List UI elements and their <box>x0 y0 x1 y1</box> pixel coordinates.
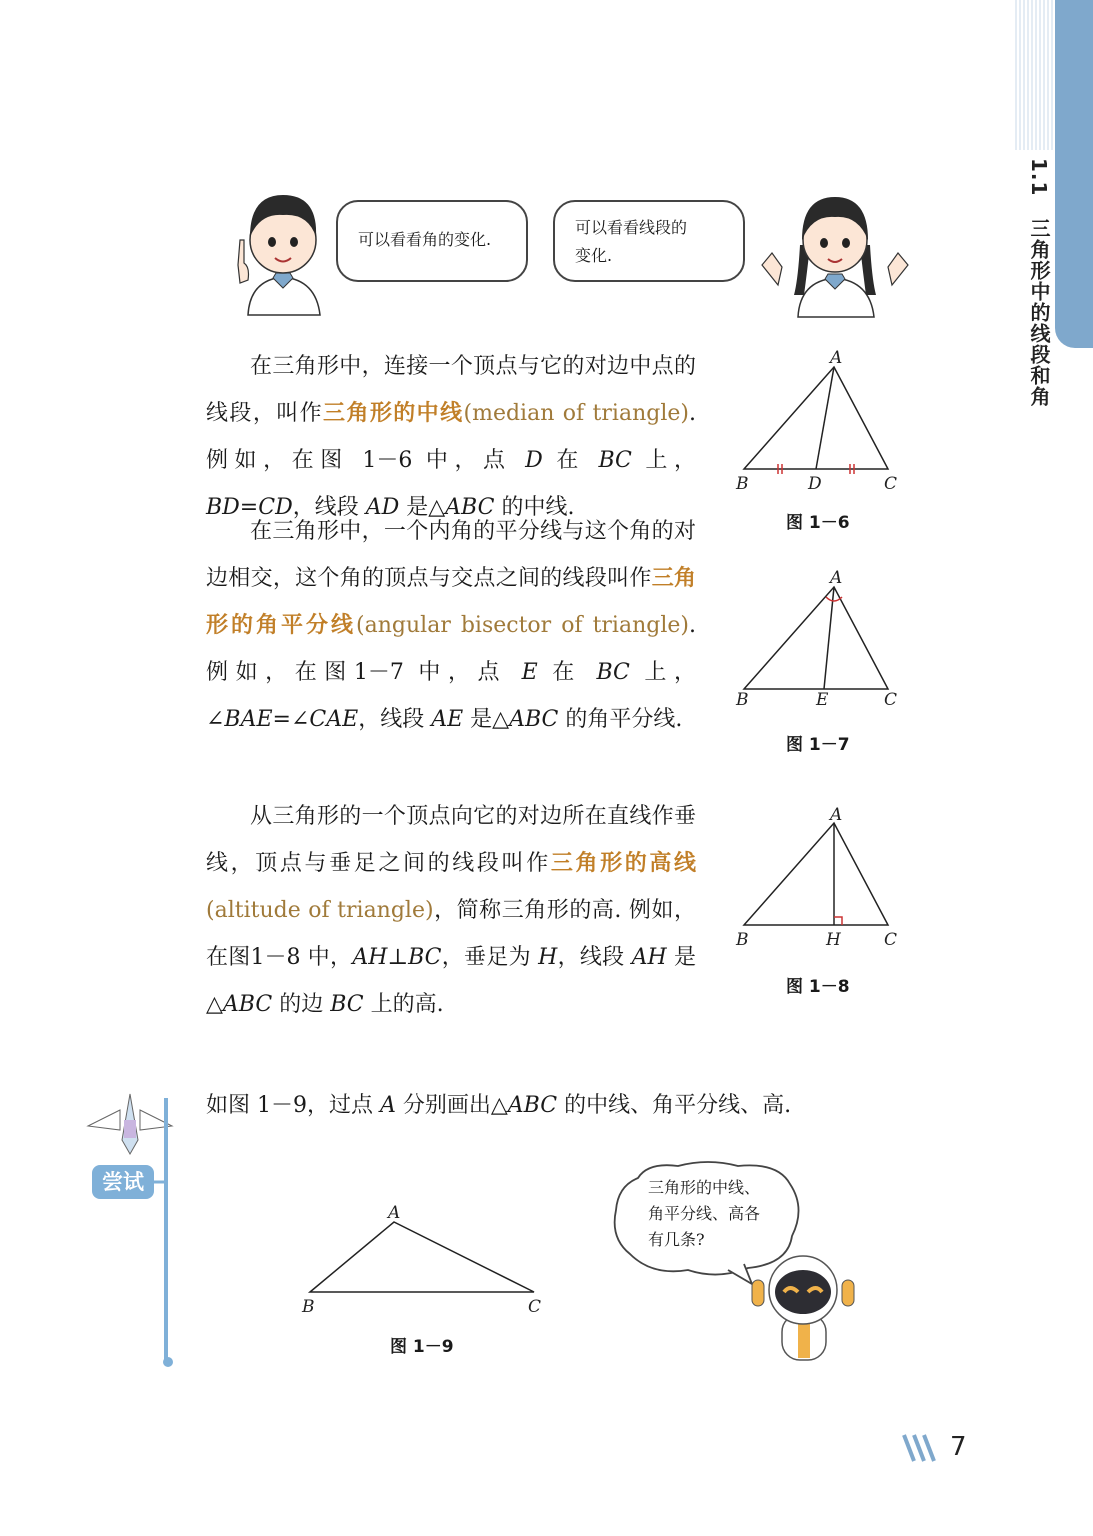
median-text: 在三角形中，连接一个顶点与它的对边中点的线段，叫作 <box>206 354 696 426</box>
decorative-lines <box>1014 0 1054 150</box>
try-badge: 尝试 <box>92 1165 154 1199</box>
bisector-text: 在 <box>537 660 597 685</box>
robot-speech-line1: 三角形的中线、 <box>648 1178 761 1197</box>
segment-label: BC <box>330 992 364 1017</box>
girl-speech-line2: 变化. <box>575 246 613 265</box>
segment-label: AH <box>631 945 667 970</box>
equation: AH⊥BC <box>352 945 442 970</box>
median-paragraph <box>206 343 696 531</box>
altitude-text: ，垂足为 <box>441 945 539 970</box>
triangle-label: ABC <box>222 992 273 1017</box>
vertex-c-label: C <box>884 930 898 950</box>
vertex-c-label: C <box>884 690 898 710</box>
point-label: D <box>525 448 543 473</box>
try-question <box>206 1088 791 1119</box>
robot-illustration <box>748 1250 858 1365</box>
try-text: 如图 1－9，过点 <box>206 1093 380 1118</box>
triangle-label: ABC <box>445 495 495 520</box>
figure-1-9-caption: 图 1－9 <box>390 1337 454 1357</box>
right-angle-mark <box>834 917 842 925</box>
robot-speech-line3: 有几条? <box>648 1230 705 1249</box>
triangle-label: ABC <box>509 707 559 732</box>
median-text: 是△ <box>399 495 446 520</box>
vertex-c-label: C <box>528 1297 542 1317</box>
point-d-label: D <box>808 474 822 494</box>
chapter-tab <box>1055 0 1093 348</box>
girl-speech-line1: 可以看看线段的 <box>575 218 688 237</box>
point-e-label: E <box>816 690 829 710</box>
boy-speech-text: 可以看看角的变化. <box>358 230 492 249</box>
triangle-abc <box>744 367 888 469</box>
bisector-text: 上， <box>629 660 696 685</box>
figure-1-9 <box>290 1200 560 1320</box>
point-label: A <box>379 1093 396 1118</box>
altitude-text: 是△ <box>206 945 696 1017</box>
altitude-text: 上的高. <box>363 992 444 1017</box>
median-term: 三角形的中线 <box>323 401 464 426</box>
point-label: H <box>538 945 558 970</box>
bisector-text: 在三角形中，一个内角的平分线与这个角的对边相交，这个角的顶点与交点之间的线段叫作 <box>206 519 696 591</box>
chapter-label <box>1018 158 1050 407</box>
section-number: 1.1 <box>1027 158 1051 197</box>
equation: BD=CD <box>206 495 293 520</box>
vertex-a-label: A <box>388 1203 401 1223</box>
bisector-text: 是△ <box>463 707 510 732</box>
girl-speech-bubble <box>553 200 745 282</box>
segment-label: AD <box>365 495 400 520</box>
segment-label: BC <box>596 660 630 685</box>
robot-speech-text <box>648 1175 760 1253</box>
boy-speech-bubble <box>336 200 528 282</box>
triangle-abc <box>744 587 888 689</box>
bisector-text: ，线段 <box>358 707 432 732</box>
figure-1-7-caption: 图 1－7 <box>786 735 850 755</box>
try-text: 的中线、角平分线、高. <box>557 1093 792 1118</box>
vertex-b-label: B <box>736 930 749 950</box>
triangle-label: ABC <box>507 1093 558 1118</box>
girl-illustration <box>758 185 913 320</box>
segment-label: BC <box>598 448 632 473</box>
median-ad <box>816 367 834 469</box>
figure-1-6 <box>730 345 905 495</box>
altitude-paragraph <box>206 793 696 1028</box>
vertex-a-label: A <box>830 805 843 825</box>
figure-1-6-caption: 图 1－6 <box>786 513 850 533</box>
vertex-a-label: A <box>830 348 843 368</box>
bisector-text: . 例如，在图1－7 中，点 <box>206 613 696 685</box>
altitude-text: ，简称三角形的高. 例如，在图1－8 中， <box>206 898 696 970</box>
median-text: ，线段 <box>292 495 366 520</box>
altitude-text: ，线段 <box>557 945 632 970</box>
median-text: 的中线. <box>494 495 575 520</box>
triangle-abc <box>310 1222 534 1292</box>
try-section-decoration <box>84 1090 176 1370</box>
try-text: 分别画出△ <box>395 1093 508 1118</box>
vertex-b-label: B <box>302 1297 315 1317</box>
equation: ∠BAE=∠CAE <box>206 707 359 732</box>
bisector-english: (angular bisector of triangle) <box>356 613 689 638</box>
bisector-term: 三角形的角平分线 <box>206 566 696 638</box>
bisector-paragraph <box>206 508 696 743</box>
altitude-term: 三角形的高线 <box>550 851 696 876</box>
bisector-text: 的角平分线. <box>558 707 683 732</box>
median-text: 在 <box>542 448 599 473</box>
vertex-b-label: B <box>736 474 749 494</box>
figure-1-8-caption: 图 1－8 <box>786 977 850 997</box>
point-label: E <box>521 660 538 685</box>
median-english: (median of triangle) <box>463 401 689 426</box>
median-text: . 例如，在图 1－6 中，点 <box>206 401 696 473</box>
altitude-english: (altitude of triangle) <box>206 898 434 923</box>
vertex-b-label: B <box>736 690 749 710</box>
vertex-a-label: A <box>830 568 843 588</box>
vertex-c-label: C <box>884 474 898 494</box>
point-h-label: H <box>826 930 841 950</box>
page-number: 7 <box>950 1432 967 1462</box>
figure-1-7 <box>730 565 905 715</box>
section-title: 三角形中的线段和角 <box>1027 218 1051 408</box>
page-slash-decoration <box>900 1433 944 1463</box>
median-text: 上， <box>631 448 696 473</box>
altitude-text: 从三角形的一个顶点向它的对边所在直线作垂线，顶点与垂足之间的线段叫作 <box>206 804 696 876</box>
triangle-abc <box>744 823 888 925</box>
figure-1-8 <box>730 805 905 955</box>
altitude-text: 的边 <box>272 992 331 1017</box>
boy-illustration <box>228 185 338 320</box>
bisector-ae <box>824 587 834 689</box>
robot-speech-line2: 角平分线、高各 <box>648 1204 761 1223</box>
segment-label: AE <box>431 707 464 732</box>
